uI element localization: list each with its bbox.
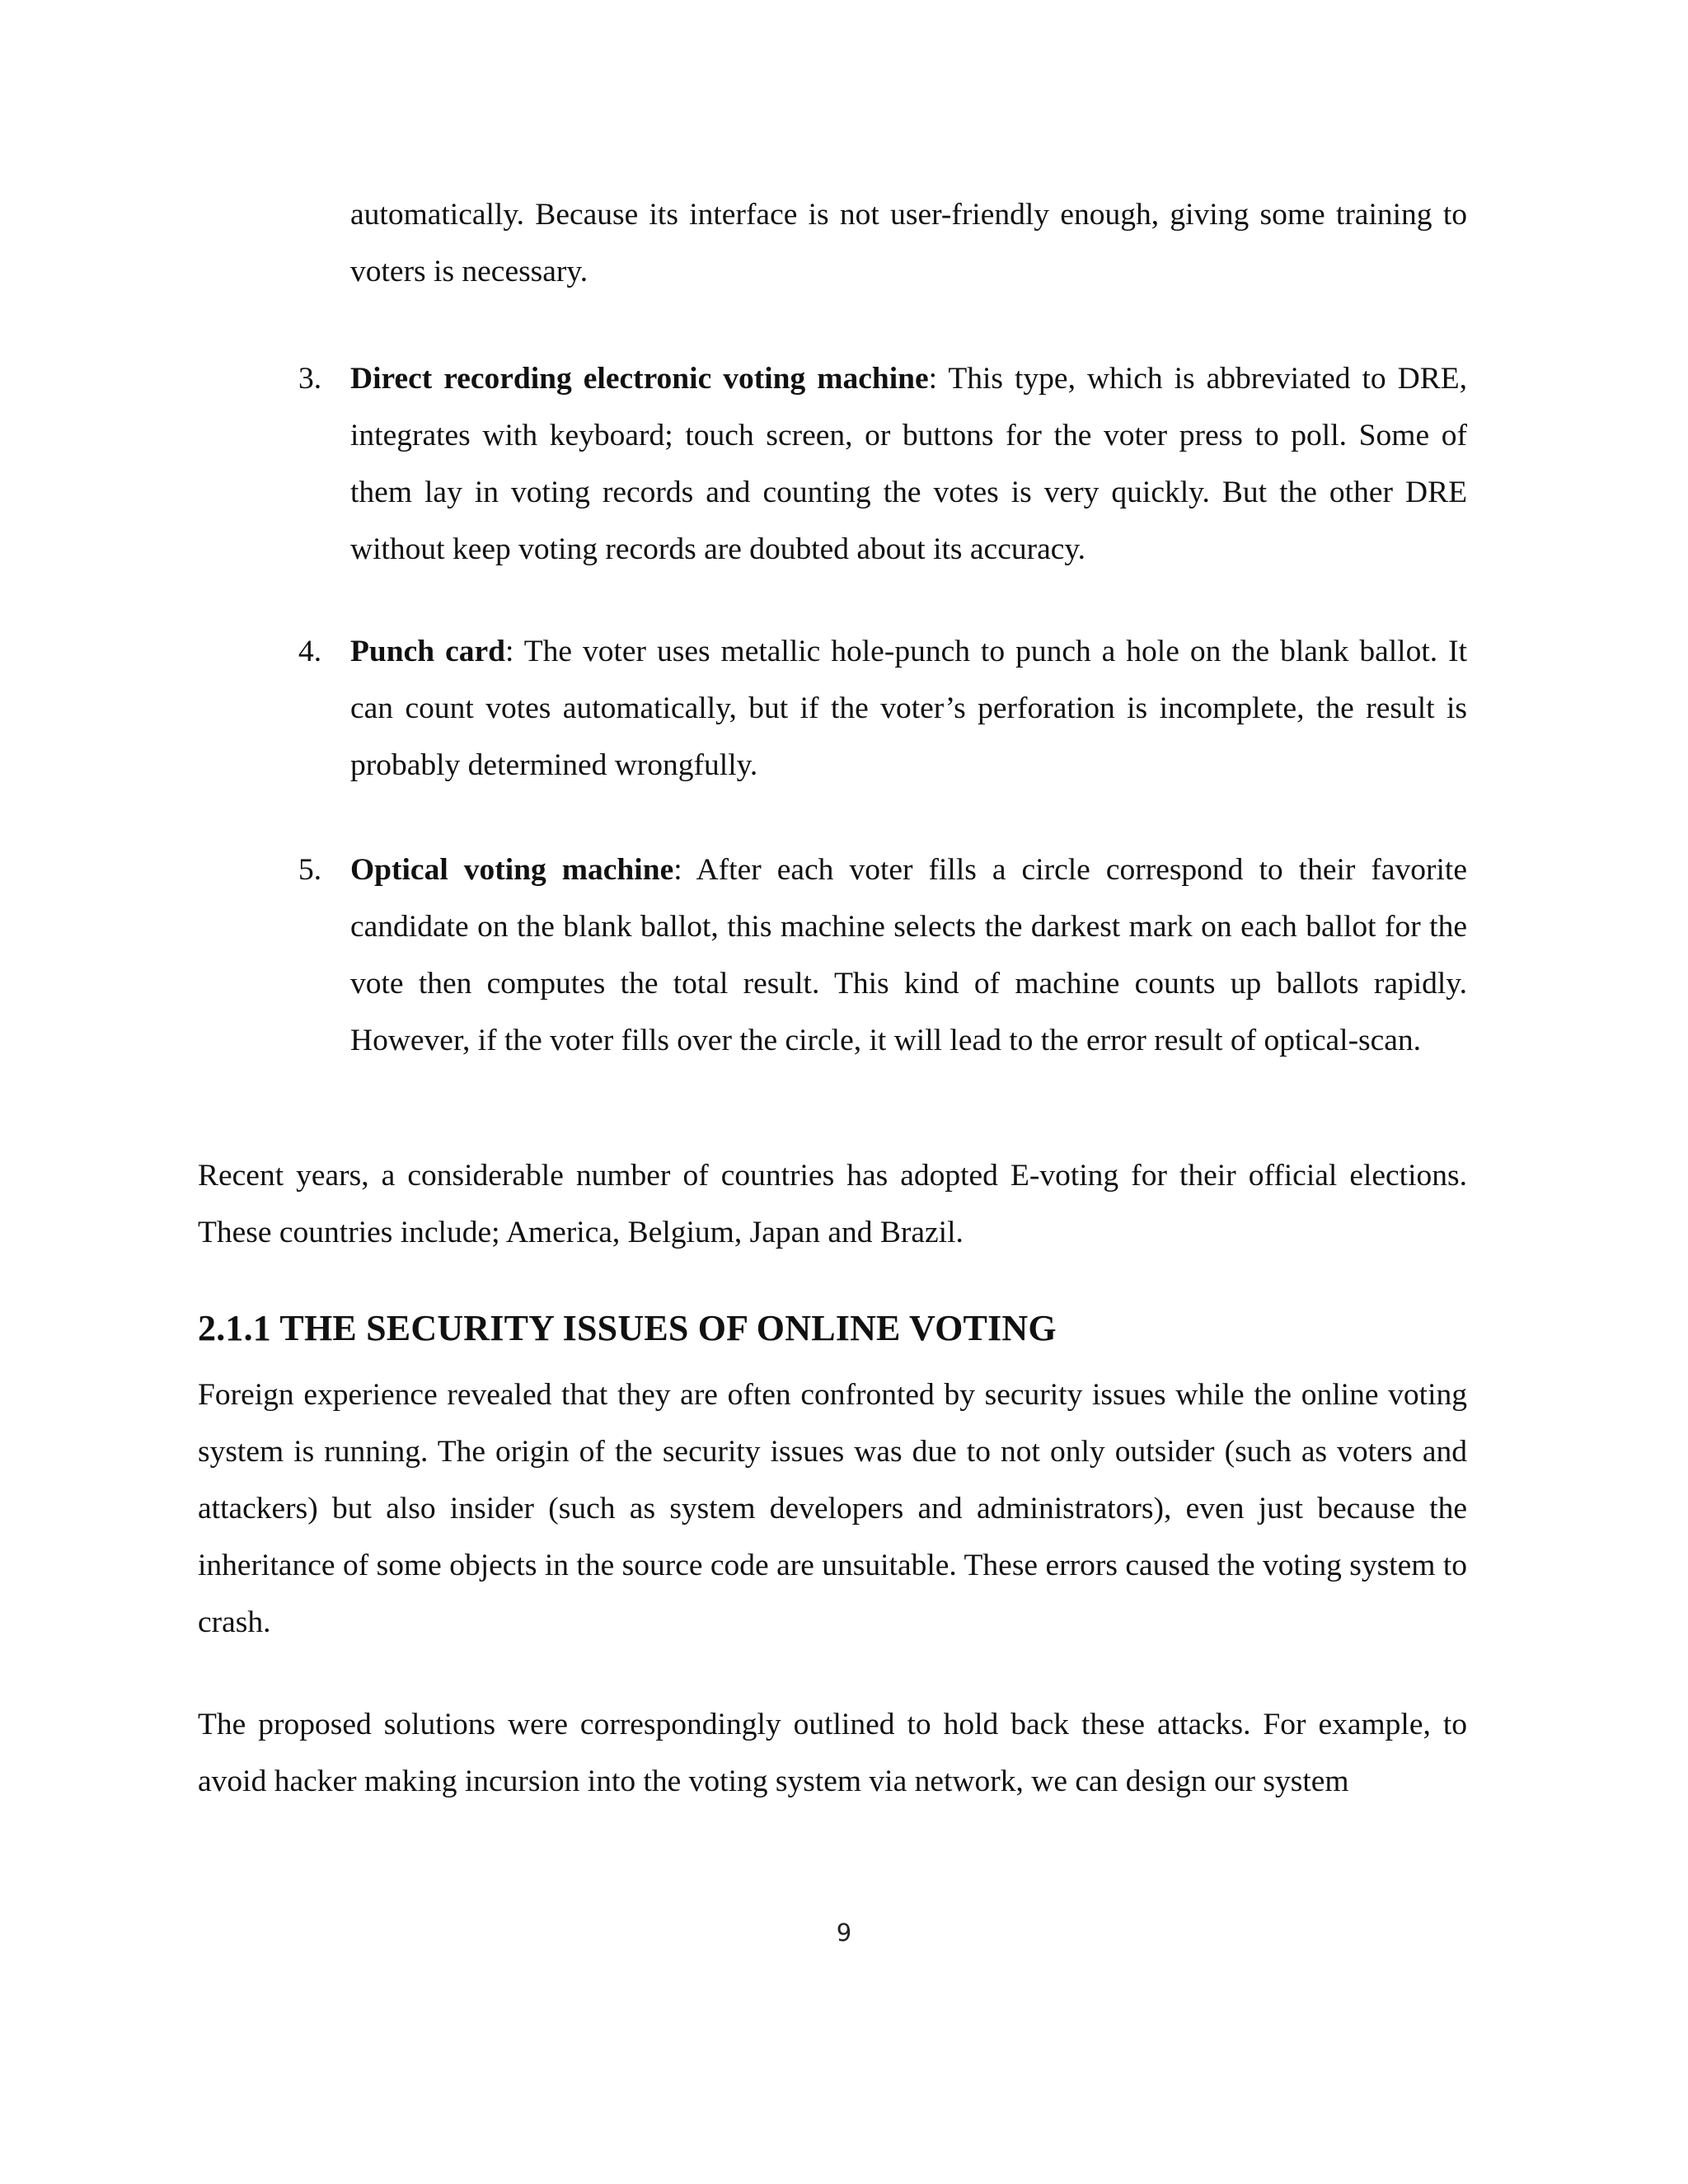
list-item-text: : After each voter fills a circle correspond to their favorite candidate on the blank ballot, this machine selects the darkest mark on each ballot for the vote then computes the total result. This kind of machine counts up ballots rapidly. However, if the voter fills over the circle, it will lead to the error result of optical-scan.	[350, 853, 1467, 1057]
continuation-paragraph: automatically. Because its interface is not user-friendly enough, giving some training to voters is necessary.	[350, 198, 1467, 288]
list-item-text: : This type, which is abbreviated to DRE, integrates with keyboard; touch screen, or buttons for the voter press to poll. Some of them lay in voting records and counting the votes is very quickly. But the other DRE without keep voting records are doubted about its accuracy.	[350, 362, 1467, 566]
security-issues-paragraph: Foreign experience revealed that they are often confronted by security issues while the online voting system is running. The origin of the security issues was due to not only outsider (such as voters and attackers) but also insider (such as system developers and administrators), even just because the inheritance of some objects in the source code are unsuitable. These errors caused the voting system to crash.	[198, 1378, 1467, 1639]
list-item-term: Optical voting machine	[350, 853, 674, 887]
list-item-body	[350, 350, 1467, 578]
list-item-term: Direct recording electronic voting machine	[350, 362, 929, 396]
list-item-number: 3.	[298, 362, 322, 396]
list-item-body	[350, 841, 1467, 1069]
list-item-number: 4.	[298, 635, 322, 668]
list-item-term: Punch card	[350, 635, 505, 668]
list-item-text: : The voter uses metallic hole-punch to punch a hole on the blank ballot. It can count votes automatically, but if the voter’s perforation is incomplete, the result is probably determined wrongfully.	[350, 635, 1467, 782]
recent-years-paragraph: Recent years, a considerable number of countries has adopted E-voting for their official elections. These countries include; America, Belgium, Japan and Brazil.	[198, 1159, 1467, 1249]
list-item-body	[350, 623, 1467, 794]
list-item-number: 5.	[298, 853, 322, 887]
page-number: 9	[836, 1919, 852, 1947]
section-heading: 2.1.1 THE SECURITY ISSUES OF ONLINE VOTING	[198, 1308, 1057, 1348]
proposed-solutions-paragraph: The proposed solutions were correspondingly outlined to hold back these attacks. For example, to avoid hacker making incursion into the voting system via network, we can design our system	[198, 1708, 1467, 1798]
